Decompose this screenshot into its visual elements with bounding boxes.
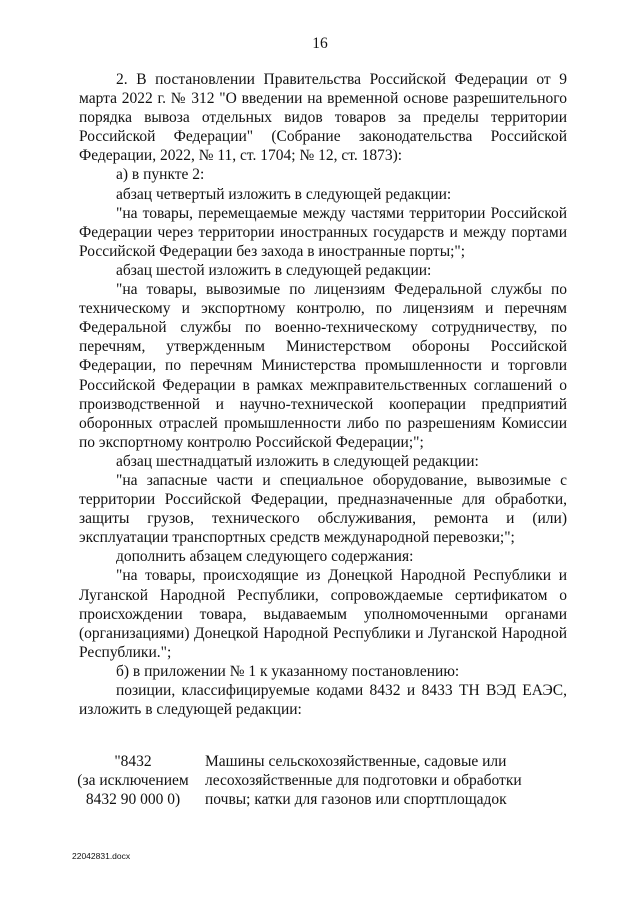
code-exception-value: 8432 90 000 0) [85,791,181,808]
paragraph: абзац шестнадцатый изложить в следующей редакции: [116,452,479,470]
paragraph: а) в пункте 2: [116,166,205,184]
paragraph: позиции, классифицируемые кодами 8432 и 8433 ТН ВЭД ЕАЭС, изложить в следующей редакции: [79,682,567,719]
quoted-paragraph: "на товары, перемещаемые между частями территории Российской Федерации через территории иностранных государств и между портами Российской Федерации без захода в иностранные порты;"; [79,204,567,260]
paragraph: абзац четвертый изложить в следующей редакции: [116,185,452,203]
page-number: 16 [312,35,328,52]
document-body [79,70,567,719]
paragraph: дополнить абзацем следующего содержания: [116,548,414,566]
code-description: Машины сельскохозяйственные, садовые или лесохозяйственные для подготовки и обработки почвы; катки для газонов или спортплощадок [205,753,522,808]
code-table [68,752,568,809]
code-value: "8432 [114,753,152,770]
quoted-paragraph: "на запасные части и специальное оборудование, вывозимые с территории Российской Федерации, предназначенные для обработки, защиты грузов, технического обслуживания, ремонта и (или) эксплуатации транспортных средств международной перевозки;"; [79,471,567,547]
code-exception: (за исключением [77,772,189,789]
code-table-row [68,752,568,809]
paragraph: абзац шестой изложить в следующей редакции: [116,261,432,279]
quoted-paragraph: "на товары, вывозимые по лицензиям Федеральной службы по техническому и экспортному контролю, по лицензиям и перечням Федеральной службы по военно-техническому сотрудничеству, по перечням, утвержденным Министерством обороны Российской Федерации, по перечням Министерства промышленности и торговли Российской Федерации в рамках межправительственных соглашений о производственной и научно-технической кооперации предприятий оборонных отраслей промышленности либо по разрешениям Комиссии по экспортному контролю Российской Федерации;"; [79,281,567,451]
quoted-paragraph: "на товары, происходящие из Донецкой Народной Республики и Луганской Народной Республики, сопровождаемые сертификатом о происхождении товара, выдаваемым уполномоченными органами (организациями) Донецкой Народной Республики и Луганской Народной Республики."; [79,567,567,661]
paragraph: б) в приложении № 1 к указанному постановлению: [116,662,460,680]
code-cell [68,752,198,809]
file-name-footer: 22042831.docx [72,851,131,861]
paragraph: 2. В постановлении Правительства Российской Федерации от 9 марта 2022 г. № 312 "О введении на временной основе разрешительного порядка вывоза отдельных видов товаров за пределы территории Российской Федерации" (Собрание законодательства Российской Федерации, 2022, № 11, ст. 1704; № 12, ст. 1873): [79,71,567,165]
